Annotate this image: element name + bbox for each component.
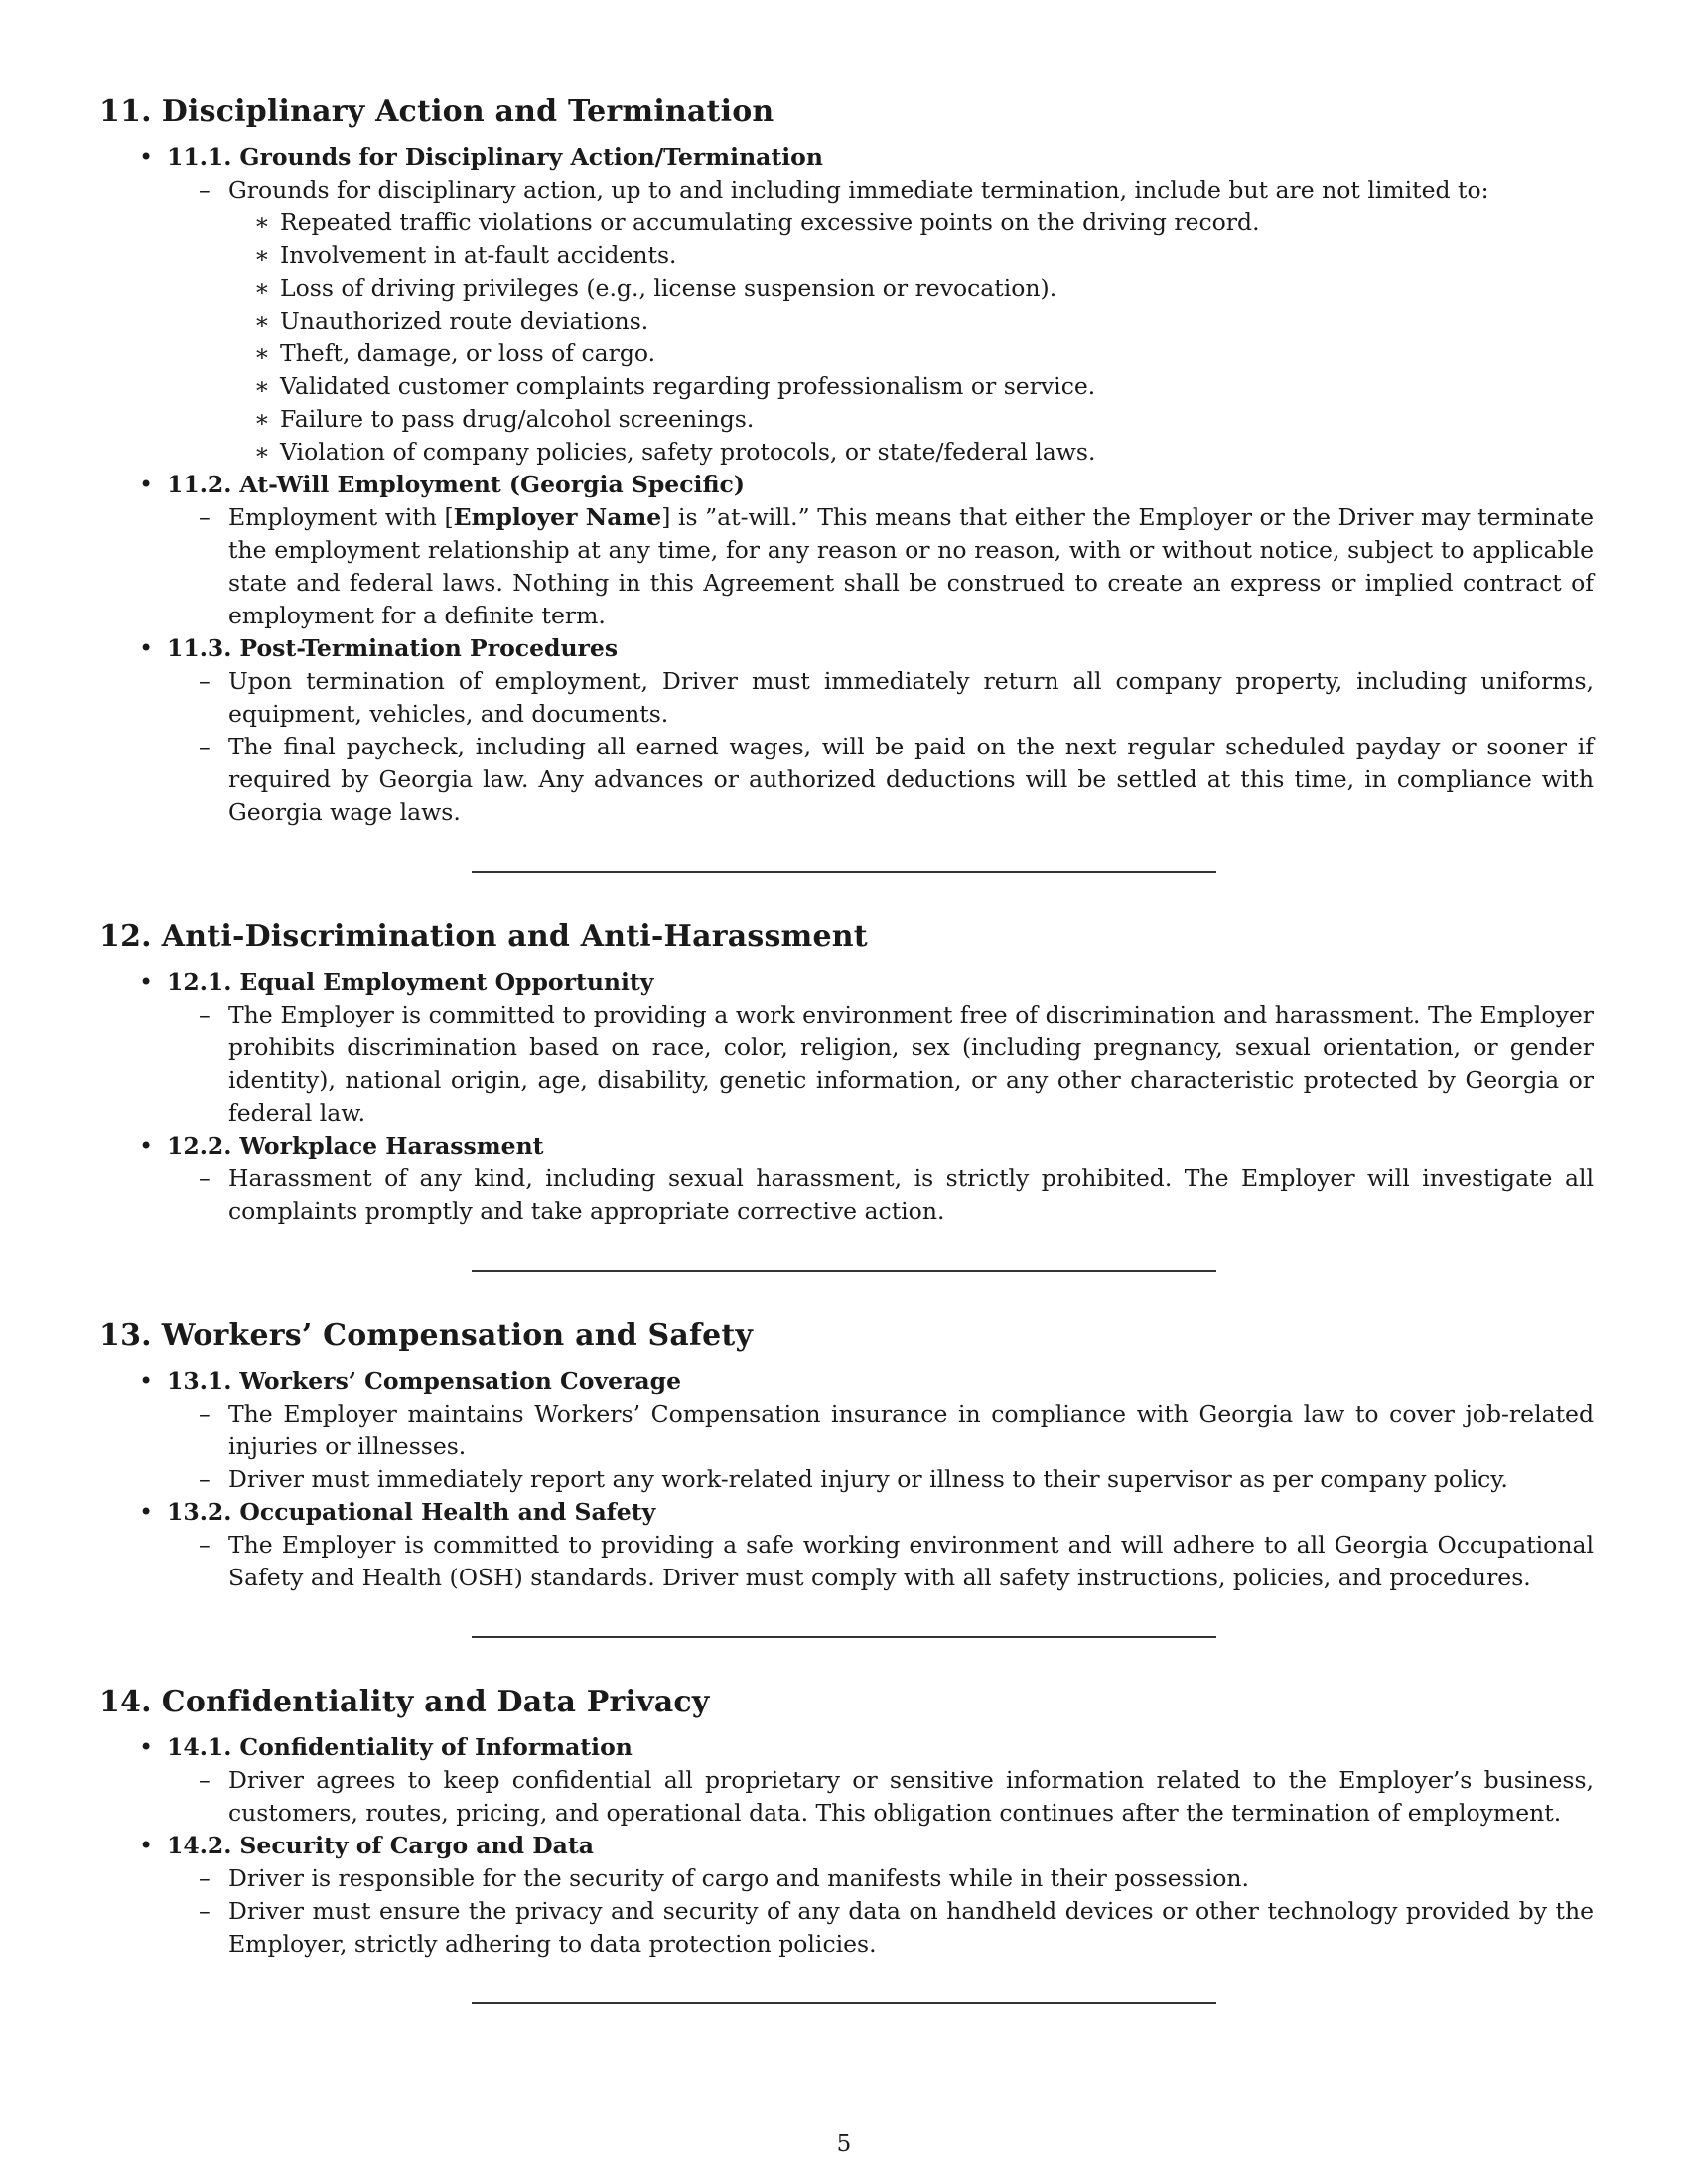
subsection-heading [167, 1731, 1594, 1764]
dash-icon: – [199, 1531, 211, 1559]
paragraph-text-start: Employment with [ [228, 503, 454, 531]
section-title: Disciplinary Action and Termination [161, 94, 774, 129]
asterisk-icon: ∗ [254, 405, 270, 433]
list-item-text: Loss of driving privileges (e.g., license suspension or revocation). [280, 274, 1057, 302]
list-item-text: Theft, damage, or loss of cargo. [280, 340, 656, 367]
subsection-11-3 [99, 632, 1594, 829]
section-number: 12. [99, 919, 152, 954]
paragraph [167, 999, 1594, 1130]
paragraph [167, 1162, 1594, 1228]
employer-name-placeholder: Employer Name [453, 503, 662, 531]
dash-icon: – [199, 1897, 211, 1925]
paragraph [167, 1529, 1594, 1594]
subsection-number: 12.2. [167, 1132, 232, 1160]
paragraph-list [167, 1162, 1594, 1228]
section-13 [99, 1315, 1594, 1638]
asterisk-icon: ∗ [254, 274, 270, 302]
paragraph-text: The final paycheck, including all earned wages, will be paid on the next regular scheduled payday or sooner if required by Georgia law. Any advances or authorized deductions will be settled at this time, in compliance with Georgia wage laws. [228, 733, 1594, 826]
list-item [228, 272, 1594, 305]
section-heading [99, 1315, 1594, 1357]
section-number: 11. [99, 94, 152, 129]
section-heading [99, 916, 1594, 958]
paragraph-list [167, 999, 1594, 1130]
asterisk-icon: ∗ [254, 372, 270, 400]
subsection-list [99, 1365, 1594, 1594]
dash-icon: – [199, 503, 211, 531]
subsection-number: 14.1. [167, 1733, 232, 1761]
paragraph-text: Driver is responsible for the security of cargo and manifests while in their possession. [228, 1864, 1249, 1892]
section-title: Confidentiality and Data Privacy [161, 1685, 710, 1719]
subsection-heading [167, 469, 1594, 501]
bullet-icon: • [139, 634, 154, 662]
bullet-icon: • [139, 968, 154, 996]
paragraph-list [167, 1764, 1594, 1830]
subsection-heading [167, 1130, 1594, 1162]
asterisk-icon: ∗ [254, 307, 270, 335]
list-item [228, 370, 1594, 403]
subsection-title: Grounds for Disciplinary Action/Termination [239, 143, 823, 171]
list-item-text: Repeated traffic violations or accumulating excessive points on the driving record. [280, 208, 1260, 236]
paragraph [167, 1398, 1594, 1463]
bullet-icon: • [139, 1832, 154, 1859]
subsection-heading [167, 632, 1594, 665]
list-item-text: Violation of company policies, safety protocols, or state/federal laws. [280, 438, 1096, 466]
subsection-heading [167, 966, 1594, 999]
bullet-icon: • [139, 471, 154, 498]
paragraph [167, 1764, 1594, 1830]
subsection-heading [167, 1365, 1594, 1398]
subsection-title: At-Will Employment (Georgia Specific) [239, 471, 745, 498]
item-list [228, 206, 1594, 469]
subsection-title: Security of Cargo and Data [239, 1832, 594, 1859]
list-item [228, 239, 1594, 272]
subsection-number: 11.2. [167, 471, 232, 498]
list-item [228, 403, 1594, 436]
dash-icon: – [199, 1766, 211, 1794]
dash-icon: – [199, 1864, 211, 1892]
subsection-11-1 [99, 141, 1594, 469]
paragraph-list [167, 501, 1594, 632]
paragraph-text: Driver agrees to keep confidential all proprietary or sensitive information related to the Employer’s business, customers, routes, pricing, and operational data. This obligation continues after the termination of employment. [228, 1766, 1594, 1827]
paragraph [167, 1862, 1594, 1895]
subsection-heading [167, 1830, 1594, 1862]
asterisk-icon: ∗ [254, 208, 270, 236]
spacer [99, 1638, 1594, 1682]
paragraph-text-end: ] is ”at-will.” This means that either the Employer or the Driver may terminate the employment relationship at any time, for any reason or no reason, with or without notice, subject to applicable state and federal laws. Nothing in this Agreement shall be construed to create an express or implied contract of employment for a definite term. [228, 503, 1594, 629]
subsection-title: Confidentiality of Information [239, 1733, 633, 1761]
subsection-11-2 [99, 469, 1594, 632]
subsection-title: Workers’ Compensation Coverage [239, 1367, 682, 1395]
subsection-number: 12.1. [167, 968, 232, 996]
dash-icon: – [199, 667, 211, 695]
spacer [99, 873, 1594, 916]
section-11 [99, 91, 1594, 873]
paragraph [167, 665, 1594, 731]
bullet-icon: • [139, 1367, 154, 1395]
paragraph-text: Driver must immediately report any work-related injury or illness to their supervisor as per company policy. [228, 1465, 1508, 1493]
section-heading [99, 91, 1594, 133]
section-number: 13. [99, 1318, 152, 1353]
paragraph [167, 731, 1594, 829]
subsection-number: 11.1. [167, 143, 232, 171]
list-item [228, 436, 1594, 469]
subsection-14-2 [99, 1830, 1594, 1961]
paragraph [167, 1895, 1594, 1961]
dash-icon: – [199, 1164, 211, 1192]
asterisk-icon: ∗ [254, 241, 270, 269]
paragraph-text: Upon termination of employment, Driver must immediately return all company property, including uniforms, equipment, vehicles, and documents. [228, 667, 1594, 728]
section-12 [99, 916, 1594, 1272]
spacer [99, 1272, 1594, 1315]
paragraph-text: The Employer maintains Workers’ Compensation insurance in compliance with Georgia law to cover job-related injuries or illnesses. [228, 1400, 1594, 1460]
document-page [99, 91, 1594, 2004]
dash-icon: – [199, 1465, 211, 1493]
subsection-title: Post-Termination Procedures [239, 634, 619, 662]
paragraph [167, 1463, 1594, 1496]
section-title: Workers’ Compensation and Safety [161, 1318, 754, 1353]
section-heading [99, 1682, 1594, 1723]
dash-icon: – [199, 1400, 211, 1428]
dash-icon: – [199, 733, 211, 760]
paragraph-list [167, 1529, 1594, 1594]
section-14 [99, 1682, 1594, 2004]
asterisk-icon: ∗ [254, 340, 270, 367]
subsection-list [99, 966, 1594, 1228]
subsection-13-2 [99, 1496, 1594, 1594]
subsection-title: Workplace Harassment [239, 1132, 544, 1160]
list-item [228, 305, 1594, 338]
paragraph-list [167, 1398, 1594, 1496]
list-item-text: Involvement in at-fault accidents. [280, 241, 677, 269]
subsection-number: 14.2. [167, 1832, 232, 1859]
bullet-icon: • [139, 1132, 154, 1160]
subsection-12-1 [99, 966, 1594, 1130]
dash-icon: – [199, 176, 211, 204]
paragraph-text: Grounds for disciplinary action, up to and including immediate termination, include but are not limited to: [228, 176, 1489, 204]
subsection-14-1 [99, 1731, 1594, 1830]
paragraph-text: The Employer is committed to providing a safe working environment and will adhere to all Georgia Occupational Safety and Health (OSH) standards. Driver must comply with all safety instructions, policies, and procedures. [228, 1531, 1594, 1591]
bullet-icon: • [139, 1498, 154, 1526]
paragraph [167, 501, 1594, 632]
subsection-12-2 [99, 1130, 1594, 1228]
subsection-number: 13.1. [167, 1367, 232, 1395]
subsection-number: 13.2. [167, 1498, 232, 1526]
list-item-text: Validated customer complaints regarding professionalism or service. [280, 372, 1096, 400]
page-number: 5 [836, 2131, 852, 2157]
paragraph-list [167, 1862, 1594, 1961]
subsection-list [99, 1731, 1594, 1961]
paragraph [167, 174, 1594, 469]
paragraph-text: The Employer is committed to providing a work environment free of discrimination and harassment. The Employer prohibits discrimination based on race, color, religion, sex (including pregnancy, sexual orientation, or gender identity), national origin, age, disability, genetic information, or any other characteristic protected by Georgia or federal law. [228, 1001, 1594, 1127]
section-number: 14. [99, 1685, 152, 1719]
dash-icon: – [199, 1001, 211, 1028]
bullet-icon: • [139, 1733, 154, 1761]
bullet-icon: • [139, 143, 154, 171]
section-divider [472, 2002, 1216, 2004]
list-item-text: Unauthorized route deviations. [280, 307, 649, 335]
list-item-text: Failure to pass drug/alcohol screenings. [280, 405, 755, 433]
subsection-heading [167, 141, 1594, 174]
subsection-title: Occupational Health and Safety [239, 1498, 656, 1526]
paragraph-list [167, 665, 1594, 829]
paragraph-list [167, 174, 1594, 469]
paragraph-text: Driver must ensure the privacy and security of any data on handheld devices or other technology provided by the Employer, strictly adhering to data protection policies. [228, 1897, 1594, 1958]
section-title: Anti-Discrimination and Anti-Harassment [161, 919, 868, 954]
subsection-heading [167, 1496, 1594, 1529]
list-item [228, 338, 1594, 370]
list-item [228, 206, 1594, 239]
asterisk-icon: ∗ [254, 438, 270, 466]
paragraph-text: Harassment of any kind, including sexual harassment, is strictly prohibited. The Employer will investigate all complaints promptly and take appropriate corrective action. [228, 1164, 1594, 1225]
subsection-number: 11.3. [167, 634, 232, 662]
subsection-13-1 [99, 1365, 1594, 1496]
subsection-title: Equal Employment Opportunity [239, 968, 654, 996]
subsection-list [99, 141, 1594, 829]
